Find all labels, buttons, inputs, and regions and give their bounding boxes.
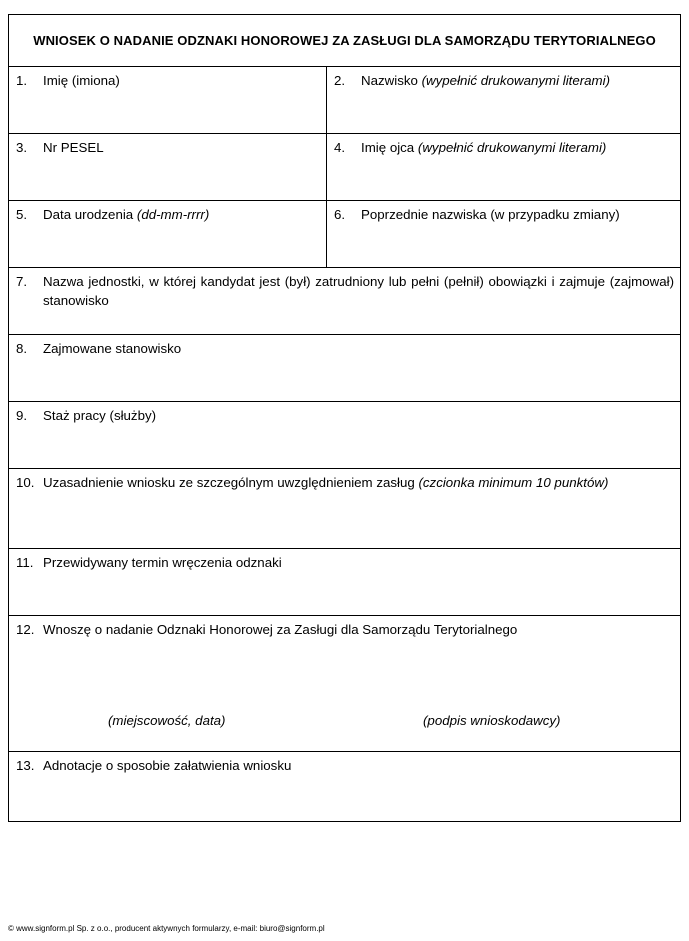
field-hint: (wypełnić drukowanymi literami) bbox=[421, 73, 611, 88]
field-seniority[interactable] bbox=[9, 402, 680, 468]
field-justification[interactable] bbox=[9, 469, 680, 548]
field-number: 7. bbox=[16, 274, 28, 289]
field-previous-surnames[interactable] bbox=[327, 201, 680, 267]
field-label: Data urodzenia bbox=[43, 207, 137, 222]
row-annotations bbox=[9, 752, 680, 821]
field-unit-name[interactable] bbox=[9, 268, 680, 334]
row-pesel bbox=[9, 134, 680, 201]
field-father-name[interactable] bbox=[327, 134, 680, 200]
field-number: 5. bbox=[16, 207, 28, 222]
field-first-name[interactable] bbox=[9, 67, 327, 133]
row-name bbox=[9, 67, 680, 134]
field-label: Adnotacje o sposobie załatwienia wniosku bbox=[43, 758, 292, 773]
field-number: 8. bbox=[16, 341, 28, 356]
field-label: Imię (imiona) bbox=[43, 73, 120, 88]
row-position bbox=[9, 335, 680, 402]
field-surname[interactable] bbox=[327, 67, 680, 133]
field-number: 9. bbox=[16, 408, 28, 423]
field-position[interactable] bbox=[9, 335, 680, 401]
field-label: Nazwa jednostki, w której kandydat jest (był) zatrudniony lub pełni (pełnił) obowiązki i zajmuje (zajmował) stanowisko bbox=[43, 274, 674, 308]
field-label: Uzasadnienie wniosku ze szczególnym uwzględnieniem zasług bbox=[43, 475, 419, 490]
field-pesel[interactable] bbox=[9, 134, 327, 200]
application-form bbox=[8, 14, 681, 822]
field-number: 12. bbox=[16, 622, 35, 637]
field-label: Wnoszę o nadanie Odznaki Honorowej za Zasługi dla Samorządu Terytorialnego bbox=[43, 622, 518, 637]
row-seniority bbox=[9, 402, 680, 469]
row-birth bbox=[9, 201, 680, 268]
field-number: 1. bbox=[16, 73, 28, 88]
field-label: Staż pracy (służby) bbox=[43, 408, 157, 423]
place-date-caption: (miejscowość, data) bbox=[108, 713, 226, 728]
row-unit bbox=[9, 268, 680, 335]
field-birth-date[interactable] bbox=[9, 201, 327, 267]
field-label: Nr PESEL bbox=[43, 140, 104, 155]
field-annotations[interactable] bbox=[9, 752, 680, 821]
field-hint: (czcionka minimum 10 punktów) bbox=[418, 475, 609, 490]
field-number: 4. bbox=[334, 140, 346, 155]
field-number: 3. bbox=[16, 140, 28, 155]
field-hint: (wypełnić drukowanymi literami) bbox=[417, 140, 607, 155]
row-ceremony-date bbox=[9, 549, 680, 616]
field-number: 10. bbox=[16, 475, 35, 490]
field-number: 6. bbox=[334, 207, 346, 222]
footer-copyright: © www.signform.pl Sp. z o.o., producent aktywnych formularzy, e-mail: biuro@signform.pl bbox=[8, 924, 325, 933]
field-label: Poprzednie nazwiska (w przypadku zmiany) bbox=[361, 207, 620, 222]
form-title: WNIOSEK O NADANIE ODZNAKI HONOROWEJ ZA ZASŁUGI DLA SAMORZĄDU TERYTORIALNEGO bbox=[9, 15, 680, 67]
field-label: Nazwisko bbox=[361, 73, 422, 88]
signature-caption: (podpis wnioskodawcy) bbox=[423, 713, 561, 728]
field-request[interactable] bbox=[9, 616, 680, 752]
field-number: 11. bbox=[16, 555, 34, 570]
row-justification bbox=[9, 469, 680, 549]
field-ceremony-date[interactable] bbox=[9, 549, 680, 615]
field-label: Zajmowane stanowisko bbox=[43, 341, 182, 356]
field-number: 13. bbox=[16, 758, 35, 773]
field-label: Imię ojca bbox=[361, 140, 418, 155]
field-label: Przewidywany termin wręczenia odznaki bbox=[43, 555, 282, 570]
field-hint: (dd-mm-rrrr) bbox=[136, 207, 210, 222]
row-request bbox=[9, 616, 680, 752]
field-number: 2. bbox=[334, 73, 346, 88]
